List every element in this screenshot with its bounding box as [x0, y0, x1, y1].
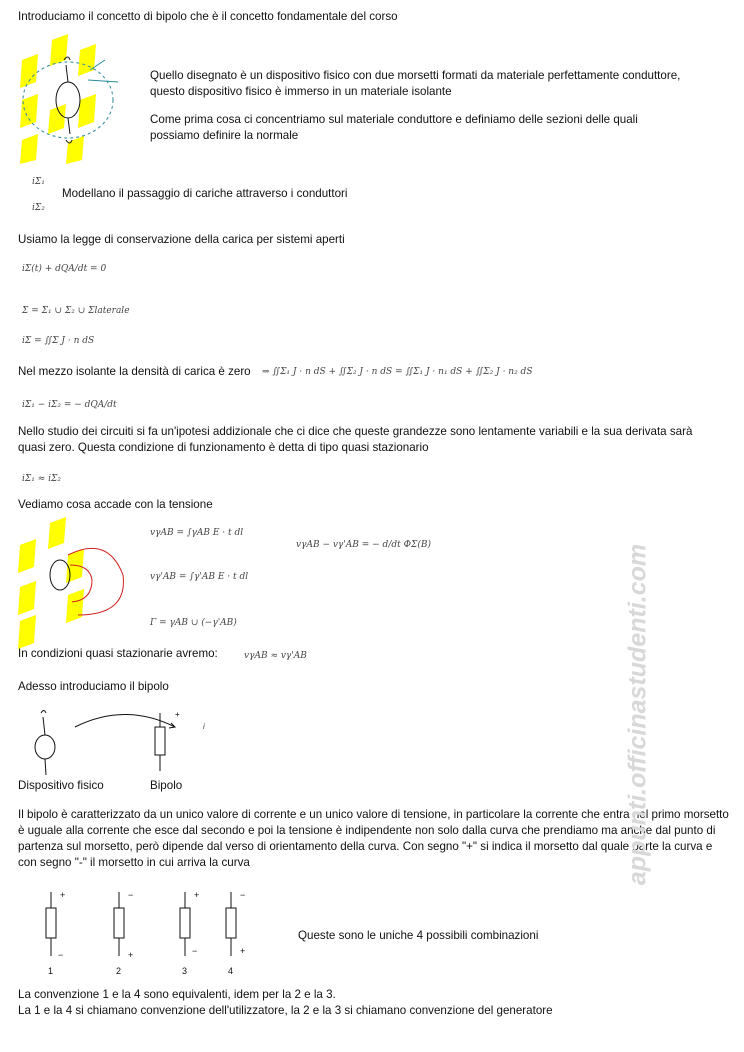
model-text: Modellano il passaggio di cariche attraverso i conduttori — [62, 187, 348, 200]
device-sketch — [20, 30, 145, 165]
equivalence-text: La convenzione 1 e la 4 sono equivalenti, idem per la 2 e la 3. — [18, 988, 336, 1001]
four-conventions-sketch — [30, 888, 260, 978]
quasi-static-text: Nello studio dei circuiti si fa un'ipotesi addizionale che ci dice che queste grandezze sono lentamente variabili e la sua derivata sarà quasi zero. Questa condizione di funzionamento è detta di tipo quasi stazionario — [18, 425, 693, 454]
sections-description: Come prima cosa ci concentriamo sul materiale conduttore e definiamo delle sezioni delle quali possiamo definire la normale — [150, 113, 638, 142]
naming-text: La 1 e la 4 si chiamano convenzione dell'utilizzatore, la 2 e la 3 si chiamano convenzione del generatore — [18, 1004, 553, 1017]
label-physical-device: Dispositivo fisico — [18, 779, 104, 792]
insulating-text: Nel mezzo isolante la densità di carica è zero — [18, 365, 251, 378]
svg-text:−: − — [192, 946, 198, 956]
svg-text:+: + — [240, 946, 246, 956]
svg-text:i: i — [203, 722, 205, 731]
svg-text:+: + — [128, 950, 134, 960]
svg-text:+: + — [194, 890, 200, 900]
formula-closed-curve: Γ = γAB ∪ (−γ'AB) — [150, 618, 237, 628]
svg-text:−: − — [58, 950, 64, 960]
svg-text:−: − — [240, 890, 246, 900]
formula-faraday: vγAB − vγ'AB = − d/dt ΦΣ(B) — [296, 540, 431, 550]
formula-voltages-equal: vγAB ≈ vγ'AB — [244, 651, 307, 661]
device-description: Quello disegnato è un dispositivo fisico con due morsetti formati da materiale perfettamente conduttore, questo dispositivo fisico è immerso in un materiale isolante — [150, 69, 681, 98]
svg-text:3: 3 — [182, 966, 188, 976]
formula-current-integral: iΣ = ∬Σ J · n dS — [22, 336, 95, 346]
formula-voltage-gamma: vγAB = ∫γAB E · t dl — [150, 528, 244, 538]
formula-current-difference: iΣ₁ − iΣ₂ = − dQA/dt — [22, 400, 117, 410]
watermark: appunti.officinastudenti.com — [623, 543, 652, 886]
svg-text:−: − — [128, 890, 134, 900]
formula-i2: iΣ₂ — [32, 203, 45, 213]
bipole-description: Il bipolo è caratterizzato da un unico valore di corrente e un unico valore di tensione, in particolare la corrente che entra nel primo morsetto è uguale alla corrente che esce dal secondo e poi la tensione è indipendente non solo dalla curva che prendiamo ma anche dal punto di partenza sul morsetto, però dipende dal verso di orientamento della curva. Con segno "+" si indica il morsetto dal quale parte la curva e con segno "-" il morsetto in cui arriva la curva — [18, 808, 729, 869]
formula-surface-union: Σ = Σ₁ ∪ Σ₂ ∪ Σlaterale — [22, 306, 130, 316]
formula-conservation: iΣ(t) + dQA/dt = 0 — [22, 264, 107, 274]
quasi-static-condition-text: In condizioni quasi stazionarie avremo: — [18, 647, 218, 660]
voltage-text: Vediamo cosa accade con la tensione — [18, 498, 213, 511]
bipole-intro-text: Adesso introduciamo il bipolo — [18, 680, 169, 693]
svg-text:1: 1 — [48, 966, 54, 976]
combinations-text: Queste sono le uniche 4 possibili combinazioni — [298, 929, 539, 942]
intro-text: Introduciamo il concetto di bipolo che è il concetto fondamentale del corso — [18, 10, 398, 23]
label-bipole: Bipolo — [150, 779, 183, 792]
formula-voltage-gamma-prime: vγ'AB = ∫γ'AB E · t dl — [150, 572, 249, 582]
svg-text:+: + — [60, 890, 66, 900]
conservation-text: Usiamo la legge di conservazione della carica per sistemi aperti — [18, 233, 345, 246]
formula-i1: iΣ₁ — [32, 177, 45, 187]
voltage-sketch — [18, 515, 133, 650]
svg-text:2: 2 — [116, 966, 122, 976]
svg-text:+: + — [175, 710, 180, 719]
formula-flux-sum: ⇒ ∬Σ₁ J · n dS + ∬Σ₂ J · n dS = ∬Σ₁ J · n₁ dS + ∬Σ₂ J · n₂ dS — [262, 367, 533, 377]
device-to-bipole-sketch — [25, 705, 255, 780]
svg-text:4: 4 — [228, 966, 234, 976]
formula-currents-equal: iΣ₁ ≈ iΣ₂ — [22, 474, 61, 484]
